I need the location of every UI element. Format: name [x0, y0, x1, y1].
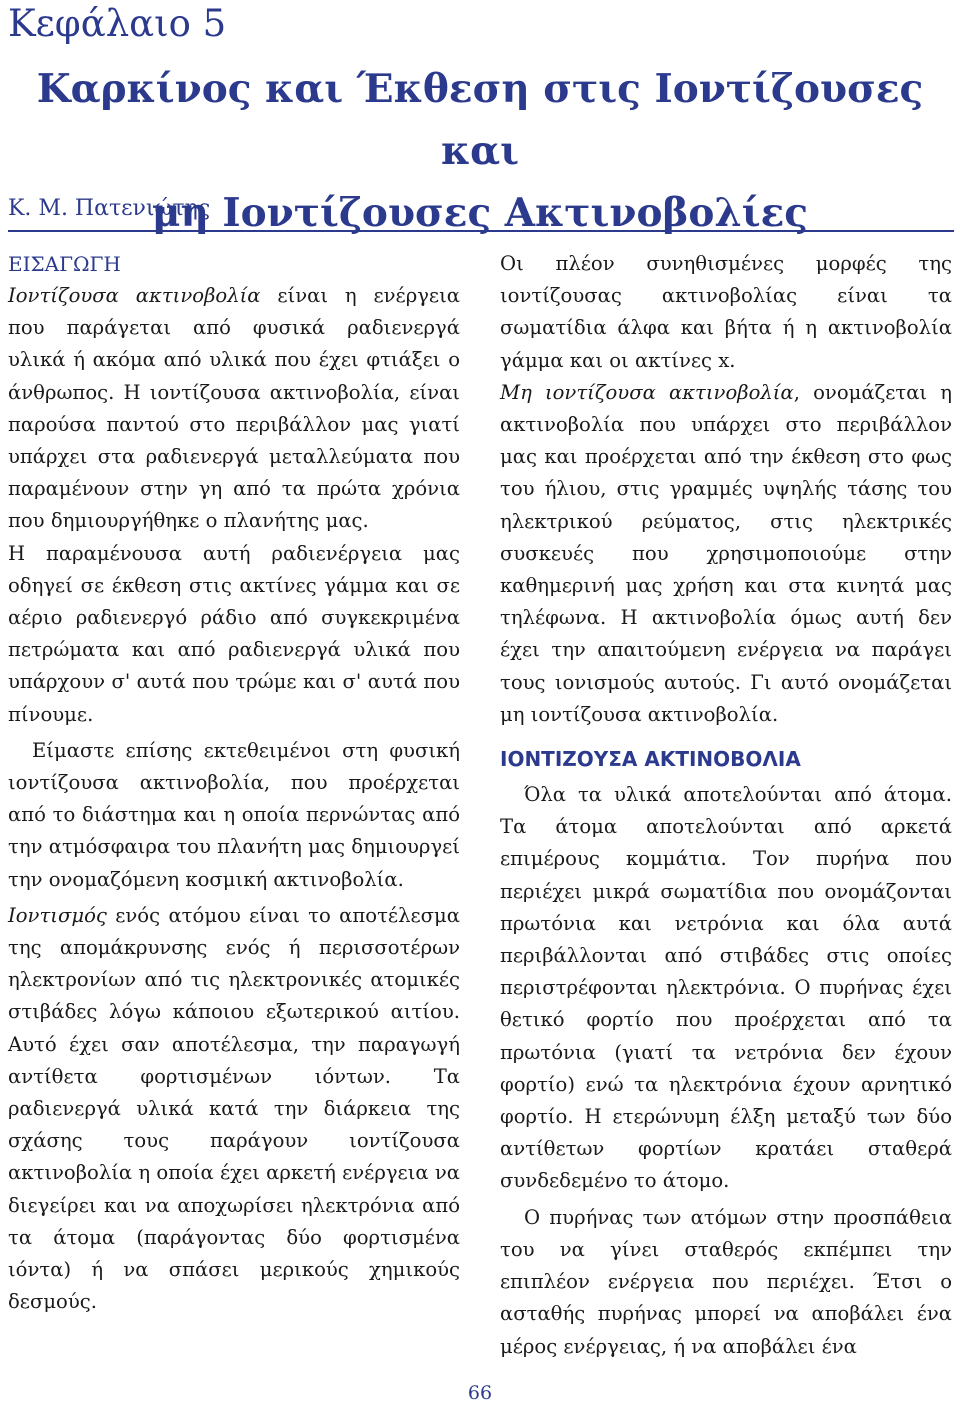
- paragraph: Είμαστε επίσης εκτεθειμένοι στη φυσική ιοντίζουσα ακτινοβολία, που προέρχεται από το διάστημα και η οποία περνώντας από την ατμόσφαιρα του πλανήτη μας δημιουργεί την ονομαζόμενη κοσμική ακτινοβολία.: [8, 738, 460, 891]
- chapter-label: Κεφάλαιο 5: [8, 2, 227, 45]
- term-ionizing-radiation: Ιοντίζουσα ακτινοβολία: [8, 284, 261, 307]
- term-ionization: Ιοντισμός: [8, 903, 107, 927]
- right-column: [500, 248, 952, 1363]
- paragraph: [8, 280, 460, 538]
- paragraph: Όλα τα υλικά αποτελούνται από άτομα. Τα άτομα αποτελούνται από αρκετά επιμέρους κομμάτια. Τον πυρήνα που περιέχει μικρά σωματίδια που ονομάζονται πρωτόνια και νετρόνια και όλα αυτά περιβάλλονται από στιβάδες στις οποίες περιστρέφονται ηλεκτρόνια. Ο πυρήνας έχει θετικό φορτίο που προέρχεται από τα πρωτόνια (γιατί τα νετρόνια δεν έχουν φορτίο) ενώ τα ηλεκτρόνια έχουν αρνητικό φορτίο. Η ετερώνυμη έλξη μεταξύ των δύο αντίθετων φορτίων κρατάει σταθερά συνδεδεμένο το άτομο.: [500, 783, 952, 1193]
- term-non-ionizing-radiation: Μη ιοντίζουσα ακτινοβολία: [500, 380, 794, 404]
- author-name: Κ. Μ. Πατενιώτης: [8, 196, 211, 221]
- paragraph: [8, 900, 460, 1319]
- paragraph-text: είναι η ενέργεια που παράγεται από φυσικά ραδιενεργά υλικά ή ακόμα από υλικά που έχει φτιάξει ο άνθρωπος. Η ιοντίζουσα ακτινοβολία, είναι παρούσα παντού στο περιβάλλον μας γιατί υπάρχει στα ραδιενεργά μεταλλεύματα που παραμένουν στην γη από τα πρώτα χρόνια που δημιουργήθηκε ο πλανήτης μας.: [8, 284, 460, 533]
- section-heading-ionizing-radiation: ΙΟΝΤΙΖΟΥΣΑ ΑΚΤΙΝΟΒΟΛΙΑ: [500, 747, 801, 772]
- page-number: 66: [467, 1382, 493, 1404]
- title-line-2: μη Ιοντίζουσες Ακτινοβολίες: [151, 190, 809, 236]
- left-column: [8, 248, 460, 1319]
- title-line-1: Καρκίνος και Έκθεση στις Ιοντίζουσες και: [36, 66, 924, 174]
- paragraph-text: ενός ατόμου είναι το αποτέλεσμα της απομάκρυνσης ενός ή περισσοτέρων ηλεκτρονίων από τις ηλεκτρονικές ατομικές στιβάδες λόγω κάποιου εξωτερικού αιτίου. Αυτό έχει σαν αποτέλεσμα, την παραγωγή αντίθετα φορτισμένων ιόντων. Τα ραδιενεργά υλικά κατά την διάρκεια της σχάσης τους παράγουν ιοντίζουσα ακτινοβολία η οποία έχει αρκετή ενέργεια να διεγείρει και να αποχωρίσει ηλεκτρόνια από τα άτομα (παράγοντας δύο φορτισμένα ιόντα) ή να σπάσει μερικούς χημικούς δεσμούς.: [8, 903, 460, 1314]
- paragraph: Η παραμένουσα αυτή ραδιενέργεια μας οδηγεί σε έκθεση στις ακτίνες γάμμα και σε αέριο ραδιενεργό ράδιο από συγκεκριμένα πετρώματα και από ραδιενεργά υλικά που υπάρχουν σ' αυτά που τρώμε και σ' αυτά που πίνουμε.: [8, 541, 460, 726]
- paragraph: Ο πυρήνας των ατόμων στην προσπάθεια του να γίνει σταθερός εκπέμπει την επιπλέον ενέργεια που περιέχει. Έτσι ο ασταθής πυρήνας μπορεί να αποβάλει ένα μέρος ενέργειας, ή να αποβάλει ένα: [500, 1205, 952, 1358]
- section-heading-introduction: ΕΙΣΑΓΩΓΗ: [8, 252, 121, 276]
- paragraph: Οι πλέον συνηθισμένες μορφές της ιοντίζουσας ακτινοβολίας είναι τα σωματίδια άλφα και βήτα ή η ακτινοβολία γάμμα και οι ακτίνες x.: [500, 252, 952, 372]
- paragraph-text: , ονομάζεται η ακτινοβολία που υπάρχει στο περιβάλλον μας και προέρχεται από την έκθεση στο φως του ήλιου, στις γραμμές υψηλής τάσης του ηλεκτρικού ρεύματος, στις ηλεκτρικές συσκευές που χρησιμοποιούμε στην καθημερινή μας χρήση και στα κινητά μας τηλέφωνα. Η ακτινοβολία όμως αυτή δεν έχει την απαιτούμενη ενέργεια να παράγει τους ιονισμούς αυτούς. Γι αυτό ονομάζεται μη ιοντίζουσα ακτινοβολία.: [500, 380, 953, 726]
- header-divider: [8, 230, 954, 232]
- paragraph: [500, 377, 952, 731]
